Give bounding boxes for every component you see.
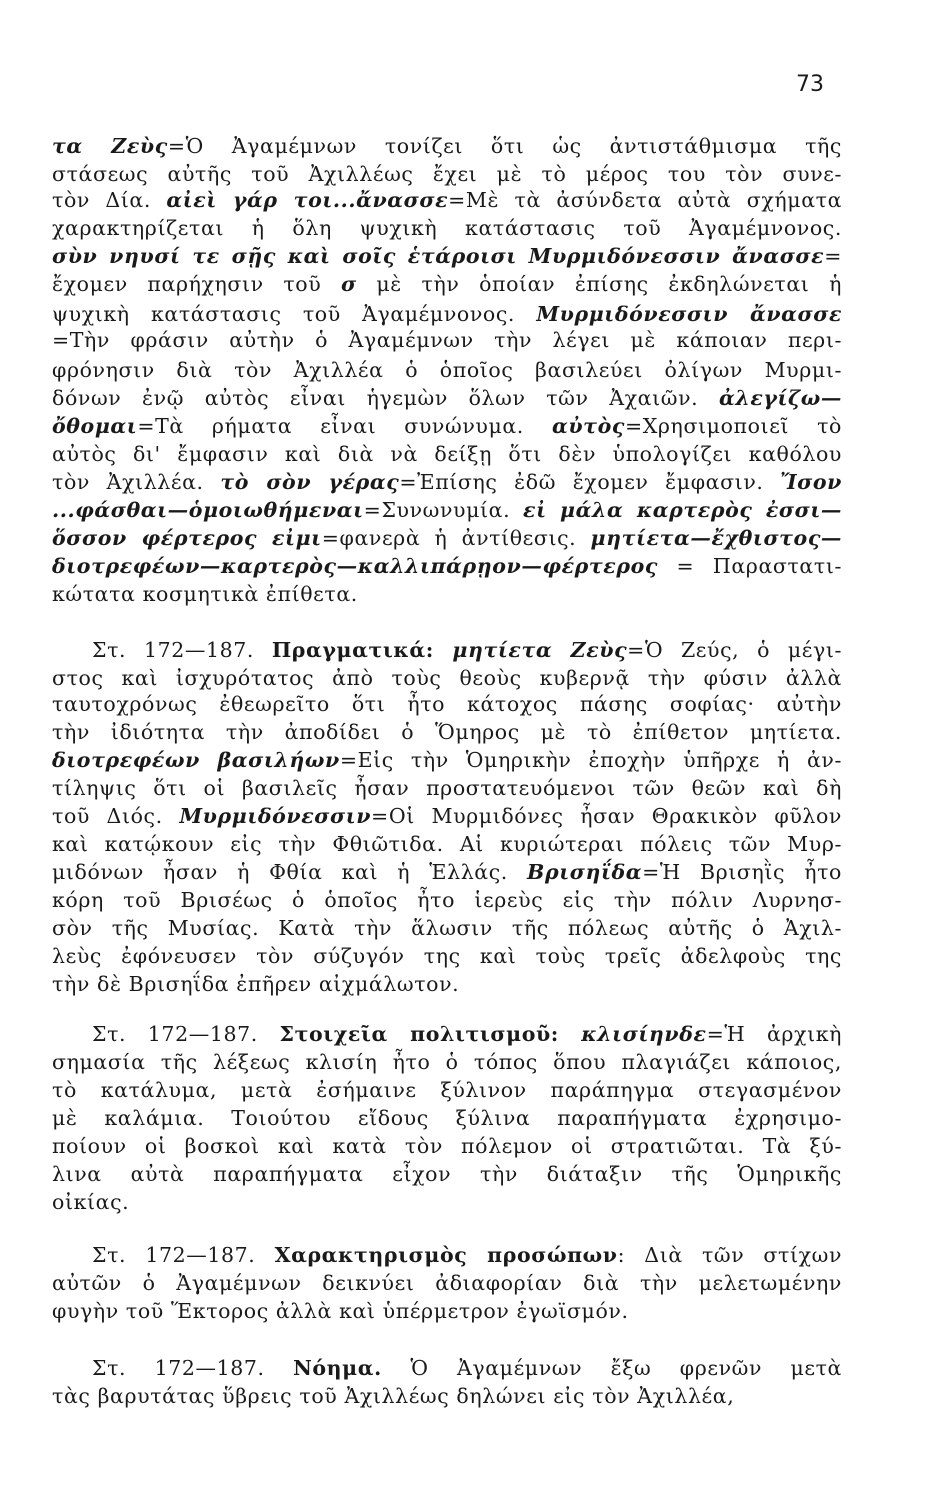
greek-citation: ὅσσον φέρτερος εἰμι <box>52 526 322 550</box>
text-line <box>52 722 842 743</box>
text-run: Στ. 172—187. <box>92 1243 275 1267</box>
greek-citation: διοτρεφέων—καρτερὸς—καλλιπάρῃον—φέρτερος <box>52 554 658 578</box>
text-run: ταυτοχρόνως ἐθεωρεῖτο ὅτι ἦτο κάτοχος πάσης σοφίας· αὐτὴν <box>52 692 842 716</box>
text-line <box>52 584 842 605</box>
page-number: 73 <box>796 72 824 97</box>
text-run: αὐτῶν ὁ Ἀγαμέμνων δεικνύει ἀδιαφορίαν διὰ τὴν μελετωμένην <box>52 1271 842 1295</box>
text-line <box>52 668 842 689</box>
text-run: στος καὶ ἰσχυρότατος ἀπὸ τοὺς θεοὺς κυβερνᾷ τὴν φύσιν ἀλλὰ <box>52 666 842 690</box>
greek-citation: σὺν νηυσί τε σῇς καὶ σοῖς ἑτάροισι Μυρμιδόνεσσιν ἄνασσε <box>52 244 825 268</box>
text-line <box>92 1024 842 1045</box>
text-line <box>92 1358 842 1379</box>
text-line <box>52 778 842 799</box>
text-line <box>52 750 842 771</box>
text-run: οἰκίας. <box>52 1190 130 1214</box>
text-run: αὐτὸς δι' ἔμφασιν καὶ διὰ νὰ δείξῃ ὅτι δὲν ὑπολογίζει καθόλου <box>52 442 842 466</box>
text-line <box>52 890 842 911</box>
text-run: φρόνησιν διὰ τὸν Ἀχιλλέα ὁ ὁποῖος βασιλεύει ὀλίγων Μυρμι- <box>52 358 842 382</box>
greek-citation: αὐτὸς <box>551 414 625 438</box>
text-run: =Μὲ τὰ ἀσύνδετα αὐτὰ σχήματα <box>448 188 843 212</box>
section-heading: Χαρακτηρισμὸς προσώπων <box>274 1243 618 1267</box>
text-line <box>52 246 842 267</box>
text-line <box>52 1386 842 1407</box>
text-run: =Ὁ Ζεύς, ὁ μέγι- <box>627 638 842 662</box>
text-run: =φανερὰ ἡ ἀντίθεσις. <box>321 526 591 550</box>
greek-citation: Μυρμιδόνεσσιν <box>179 804 372 828</box>
text-line <box>52 388 842 409</box>
text-run: τοῦ Διός. <box>52 804 180 828</box>
greek-citation: κλισίηνδε <box>581 1022 707 1046</box>
text-line <box>52 1273 842 1294</box>
text-line <box>52 1080 842 1101</box>
greek-citation: ὄθομαι <box>52 414 138 438</box>
text-line <box>52 472 842 493</box>
text-line <box>52 834 842 855</box>
greek-citation: σ <box>340 272 357 296</box>
text-line <box>52 974 842 995</box>
text-line <box>52 444 842 465</box>
text-run: χαρακτηρίζεται ἡ ὅλη ψυχικὴ κατάστασις τοῦ Ἀγαμέμνονος. <box>52 216 842 240</box>
greek-citation: αἰεὶ γάρ τοι...ἄνασσε <box>166 188 449 212</box>
text-run: τὸν Ἀχιλλέα. <box>52 470 221 494</box>
greek-citation: διοτρεφέων βασιλήων <box>52 748 340 772</box>
text-line <box>52 1108 842 1129</box>
text-line <box>52 136 842 157</box>
section-heading: Στοιχεῖα πολιτισμοῦ: <box>279 1022 582 1046</box>
text-line <box>52 862 842 883</box>
text-run: ἔχομεν παρήχησιν τοῦ <box>52 272 341 296</box>
text-run: Στ. 172—187. <box>92 1022 280 1046</box>
text-run: τὸν Δία. <box>52 188 167 212</box>
text-line <box>52 1164 842 1185</box>
section-heading: Πραγματικά: <box>271 638 453 662</box>
greek-citation: ἀλεγίζω— <box>718 386 842 410</box>
text-run: =Τὴν φράσιν αὐτὴν ὁ Ἀγαμέμνων τὴν λέγει μὲ κάποιαν περι- <box>52 328 842 352</box>
text-run: τίληψις ὅτι οἱ βασιλεῖς ἦσαν προστατευόμενοι τῶν θεῶν καὶ δὴ <box>52 776 842 800</box>
text-run: =Ἐπίσης ἐδῶ ἔχομεν ἔμφασιν. <box>399 470 781 494</box>
text-line <box>52 330 842 351</box>
text-line <box>52 918 842 939</box>
text-line <box>92 640 842 661</box>
text-line <box>52 1136 842 1157</box>
greek-citation: τα Ζεὺς <box>52 134 168 158</box>
text-run: λινα αὐτὰ παραπήγματα εἶχον τὴν διάταξιν τῆς Ὁμηρικῆς <box>52 1162 842 1186</box>
text-run: λεὺς ἐφόνευσεν τὸν σύζυγόν της καὶ τοὺς τρεῖς ἀδελφοὺς της <box>52 944 842 968</box>
text-run: κόρη τοῦ Βρισέως ὁ ὁποῖος ἦτο ἱερεὺς εἰς τὴν πόλιν Λυρνησ- <box>52 888 842 912</box>
text-run: =Χρησιμοποιεῖ τὸ <box>624 414 842 438</box>
text-line <box>52 1301 842 1322</box>
text-line <box>52 274 842 295</box>
text-line <box>52 190 842 211</box>
text-run: κώτατα κοσμητικὰ ἐπίθετα. <box>52 582 358 606</box>
text-run: φυγὴν τοῦ Ἕκτορος ἀλλὰ καὶ ὑπέρμετρον ἐγωϊσμόν. <box>52 1299 629 1323</box>
text-line <box>52 528 842 549</box>
text-run: μιδόνων ἦσαν ἡ Φθία καὶ ἡ Ἑλλάς. <box>52 860 528 884</box>
greek-citation: μητίετα—ἔχθιστος— <box>590 526 843 550</box>
text-run: τὴν ἰδιότητα τὴν ἀποδίδει ὁ Ὅμηρος μὲ τὸ ἐπίθετον μητίετα. <box>52 720 842 744</box>
text-line <box>52 556 842 577</box>
text-run: =Ἡ ἀρχικὴ <box>706 1022 842 1046</box>
text-run: ψυχικὴ κατάστασις τοῦ Ἀγαμέμνονος. <box>52 302 537 326</box>
text-run: =Τὰ ρήματα εἶναι συνώνυμα. <box>137 414 552 438</box>
text-run: μὲ καλάμια. Τοιούτου εἴδους ξύλινα παραπήγματα ἐχρησιμο- <box>52 1106 842 1130</box>
text-run: = <box>824 244 842 268</box>
text-line <box>52 360 842 381</box>
text-line <box>52 218 842 239</box>
section-heading: Νόημα. <box>293 1356 382 1380</box>
text-line <box>92 1245 842 1266</box>
greek-citation: Ἴσον <box>780 470 842 494</box>
text-run: : Διὰ τῶν στίχων <box>617 1243 842 1267</box>
text-run: σὸν τῆς Μυσίας. Κατὰ τὴν ἅλωσιν τῆς πόλεως αὐτῆς ὁ Ἀχιλ- <box>52 916 842 940</box>
text-run: =Οἱ Μυρμιδόνες ἦσαν Θρακικὸν φῦλον <box>371 804 842 828</box>
greek-citation: εἰ μάλα καρτερὸς ἐσσι— <box>523 498 842 522</box>
text-line <box>52 806 842 827</box>
greek-citation: ...φάσθαι—ὁμοιωθήμεναι <box>52 498 364 522</box>
text-line <box>52 164 842 185</box>
greek-citation: Μυρμιδόνεσσιν ἄνασσε <box>536 302 843 326</box>
text-run: σημασία τῆς λέξεως κλισίη ἦτο ὁ τόπος ὅπου πλαγιάζει κάποιος, <box>52 1050 842 1074</box>
text-run: μὲ τὴν ὁποίαν ἐπίσης ἐκδηλώνεται ἡ <box>356 272 842 296</box>
text-run: Ὁ Ἀγαμέμνων ἔξω φρενῶν μετὰ <box>381 1356 842 1380</box>
text-line <box>52 1052 842 1073</box>
text-run: τὰς βαρυτάτας ὕβρεις τοῦ Ἀχιλλέως δηλώνει εἰς τὸν Ἀχιλλέα, <box>52 1384 735 1408</box>
text-run: Στ. 172—187. <box>92 1356 294 1380</box>
text-run: καὶ κατῴκουν εἰς τὴν Φθιῶτιδα. Αἱ κυριώτεραι πόλεις τῶν Μυρ- <box>52 832 842 856</box>
text-run: τὸ κατάλυμα, μετὰ ἐσήμαινε ξύλινον παράπηγμα στεγασμένον <box>52 1078 842 1102</box>
text-run: δόνων ἐνῷ αὐτὸς εἶναι ἡγεμὼν ὅλων τῶν Ἀχαιῶν. <box>52 386 719 410</box>
text-run: =Συνωνυμία. <box>363 498 524 522</box>
text-run: =Ἡ Βρισηῒς ἦτο <box>642 860 842 884</box>
text-run: ποίουν οἱ βοσκοὶ καὶ κατὰ τὸν πόλεμον οἱ στρατιῶται. Τὰ ξύ- <box>52 1134 842 1158</box>
text-run: =Ὁ Ἀγαμέμνων τονίζει ὅτι ὡς ἀντιστάθμισμα τῆς <box>167 134 842 158</box>
text-line <box>52 500 842 521</box>
text-run: στάσεως αὐτῆς τοῦ Ἀχιλλέως ἔχει μὲ τὸ μέρος του τὸν συνε- <box>52 162 842 186</box>
text-run: Στ. 172—187. <box>92 638 272 662</box>
text-line <box>52 694 842 715</box>
text-line <box>52 1192 842 1213</box>
greek-citation: Βρισηΐδα <box>527 860 643 884</box>
greek-citation: μητίετα Ζεὺς <box>452 638 628 662</box>
text-run: = Παραστατι- <box>657 554 842 578</box>
text-run: τὴν δὲ Βρισηΐδα ἐπῆρεν αἰχμάλωτον. <box>52 972 460 996</box>
text-run: =Εἰς τὴν Ὁμηρικὴν ἐποχὴν ὑπῆρχε ἡ ἀν- <box>339 748 842 772</box>
text-line <box>52 416 842 437</box>
text-line <box>52 946 842 967</box>
text-line <box>52 304 842 325</box>
greek-citation: τὸ σὸν γέρας <box>220 470 400 494</box>
